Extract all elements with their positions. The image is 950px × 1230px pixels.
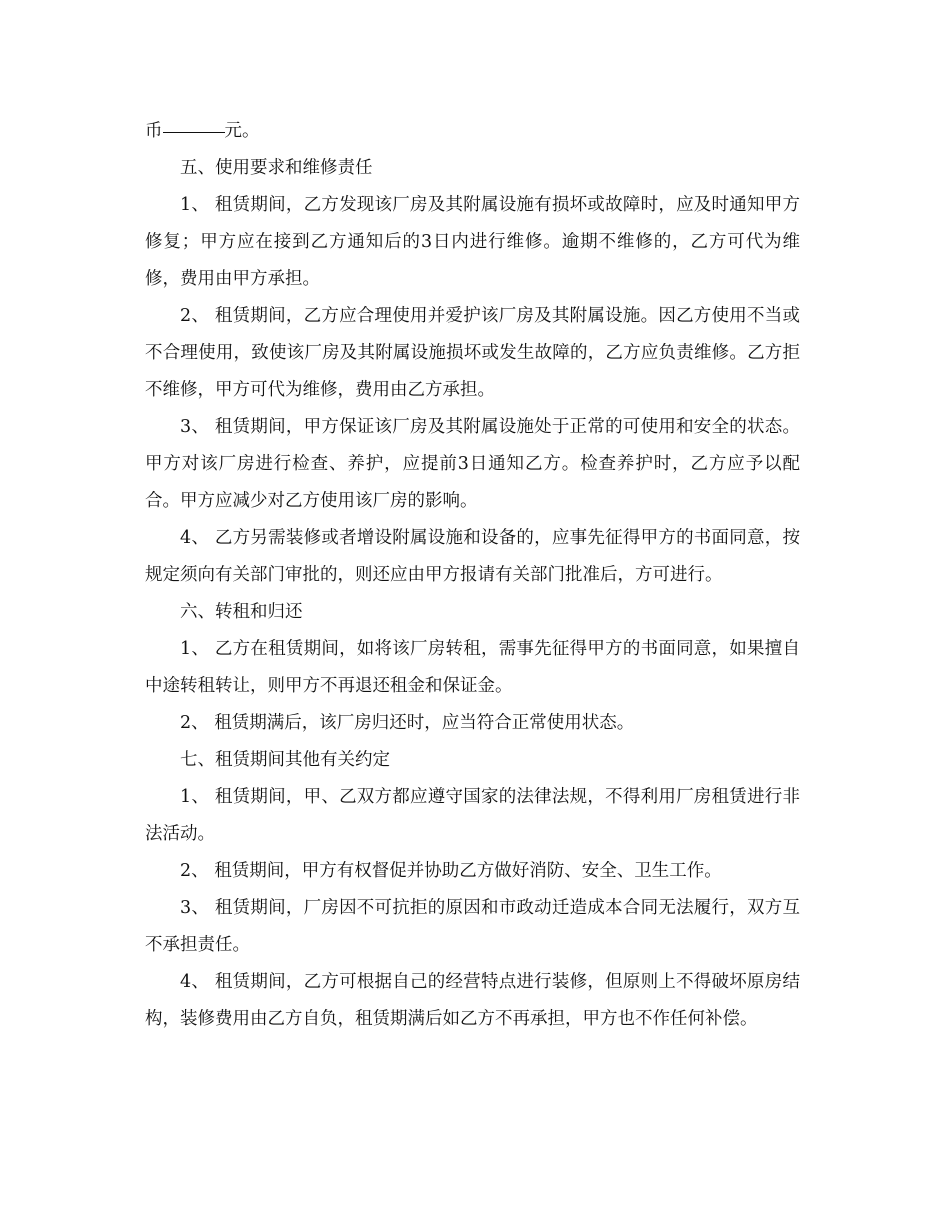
paragraph-7-4: 4、 租赁期间，乙方可根据自己的经营特点进行装修，但原则上不得破坏原房结构，装修费用由乙方自负，租赁期满后如乙方不再承担，甲方也不作任何补偿。 (145, 972, 800, 1029)
currency-prefix: 币 (145, 121, 163, 141)
paragraph-6-2: 2、 租赁期满后，该厂房归还时，应当符合正常使用状态。 (180, 713, 635, 733)
section-heading-6: 六、转租和归还 (180, 602, 303, 622)
section-heading-7: 七、租赁期间其他有关约定 (180, 750, 390, 770)
paragraph-7-3: 3、 租赁期间，厂房因不可抗拒的原因和市政动迁造成本合同无法履行，双方互不承担责任。 (145, 898, 800, 955)
paragraph-5-1: 1、 租赁期间，乙方发现该厂房及其附属设施有损坏或故障时，应及时通知甲方修复；甲方应在接到乙方通知后的3日内进行维修。逾期不维修的，乙方可代为维修，费用由甲方承担。 (145, 195, 800, 289)
paragraph-5-4: 4、 乙方另需装修或者增设附属设施和设备的，应事先征得甲方的书面同意，按规定须向有关部门审批的，则还应由甲方报请有关部门批准后，方可进行。 (145, 528, 800, 585)
paragraph-amount-line (145, 113, 800, 150)
paragraph-5-3: 3、 租赁期间，甲方保证该厂房及其附属设施处于正常的可使用和安全的状态。甲方对该厂房进行检查、养护，应提前3日通知乙方。检查养护时，乙方应予以配合。甲方应减少对乙方使用该厂房的影响。 (145, 417, 800, 511)
paragraph-6-1: 1、 乙方在租赁期间，如将该厂房转租，需事先征得甲方的书面同意，如果擅自中途转租转让，则甲方不再退还租金和保证金。 (145, 639, 800, 696)
amount-blank (163, 131, 225, 133)
paragraph-5-2: 2、 租赁期间，乙方应合理使用并爱护该厂房及其附属设施。因乙方使用不当或不合理使用，致使该厂房及其附属设施损坏或发生故障的，乙方应负责维修。乙方拒不维修，甲方可代为维修，费用由乙方承担。 (145, 306, 800, 400)
currency-suffix: 元。 (224, 121, 260, 141)
paragraph-7-1: 1、 租赁期间，甲、乙双方都应遵守国家的法律法规，不得利用厂房租赁进行非法活动。 (145, 787, 800, 844)
section-heading-5: 五、使用要求和维修责任 (180, 158, 373, 178)
paragraph-7-2: 2、 租赁期间，甲方有权督促并协助乙方做好消防、安全、卫生工作。 (180, 861, 722, 881)
